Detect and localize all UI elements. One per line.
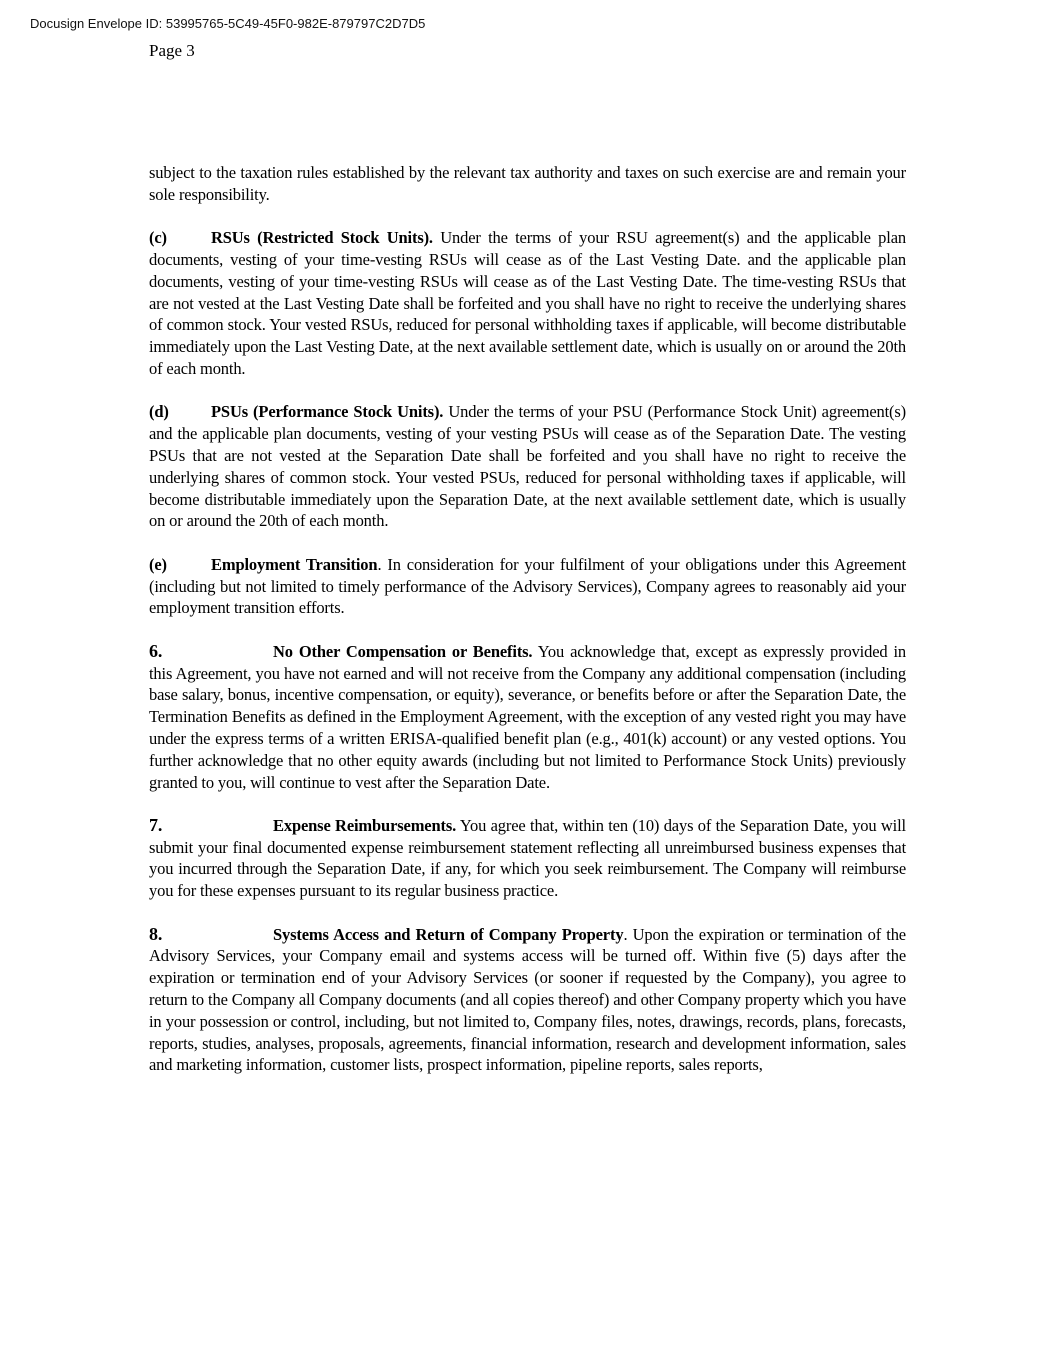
section-number: 8.: [149, 923, 163, 944]
section-6-no-other-compensation: [149, 641, 906, 794]
section-text: You acknowledge that, except as expressly provided in this Agreement, you have not earned and will not receive from the Company any additional compensation (including base salary, bonus, incentive compensation, or equity), severance, or benefits before or after the Separation Date, the Termination Benefits as defined in the Employment Agreement, with the exception of any vested right you may have under the express terms of a written ERISA-qualified benefit plan (e.g., 401(k) account) or any vested options. You further acknowledge that no other equity awards (including but not limited to Performance Stock Units) previously granted to you, will continue to vest after the Separation Date.: [149, 641, 906, 792]
section-text: You agree that, within ten (10) days of the Separation Date, you will submit your final documented expense reimbursement statement reflecting all unreimbursed business expenses that you incurred through the Separation Date, if any, for which you seek reimbursement. The Company will reimburse you for these expenses pursuant to its regular business practice.: [149, 815, 906, 901]
section-text: In consideration for your fulfilment of your obligations under this Agreement (including but not limited to timely performance of the Advisory Services), Company agrees to reasonably aid your employment transition efforts.: [149, 554, 907, 618]
section-text: Under the terms of your PSU (Performance Stock Unit) agreement(s) and the applicable plan documents, vesting of your vesting PSUs will cease as of the Separation Date. The vesting PSUs that are not vested at the Separation Date shall be forfeited and you shall have no right to receive the underlying shares of common stock. Your vested PSUs, reduced for personal withholding taxes if applicable, will become distributable immediately upon the Separation Date, at the next available settlement date, which is usually on or around the 20th of each month.: [149, 402, 906, 531]
paragraph-tax-continuation: [149, 162, 906, 206]
section-number: 6.: [149, 640, 163, 661]
section-e-employment-transition: [149, 554, 906, 619]
section-text: Under the terms of your RSU agreement(s) and the applicable plan documents, vesting of your time-vesting RSUs will cease as of the Last Vesting Date. and the applicable plan documents, vesting of your time-vesting RSUs will cease as of the Last Vesting Date. The time-vesting RSUs that are not vested at the Last Vesting Date shall be forfeited and you shall have no right to receive the underlying shares of common stock. Your vested RSUs, reduced for personal withholding taxes if applicable, will become distributable immediately upon the Last Vesting Date, at the next available settlement date, which is usually on or around the 20th of each month.: [149, 228, 906, 378]
section-8-systems-access: [149, 924, 906, 1077]
section-heading-suffix: .: [377, 554, 382, 574]
section-d-psus: [149, 401, 906, 532]
section-label: (c): [149, 228, 167, 248]
docusign-envelope-id: Docusign Envelope ID: 53995765-5C49-45F0-982E-879797C2D7D5: [30, 16, 426, 31]
section-7-expense-reimbursements: [149, 815, 906, 902]
section-heading: Systems Access and Return of Company Property: [273, 924, 624, 944]
section-heading: No Other Compensation or Benefits.: [273, 641, 533, 661]
section-heading: PSUs (Performance Stock Units).: [211, 402, 444, 422]
section-label: (d): [149, 402, 169, 422]
section-heading: Expense Reimbursements.: [273, 815, 457, 835]
section-heading: Employment Transition: [211, 554, 378, 574]
section-number: 7.: [149, 814, 163, 835]
section-c-rsus: [149, 227, 906, 380]
section-heading-suffix: .: [623, 924, 628, 944]
section-heading: RSUs (Restricted Stock Units).: [211, 228, 433, 248]
section-label: (e): [149, 554, 167, 574]
paragraph-text: subject to the taxation rules established by the relevant tax authority and taxes on such exercise are and remain your sole responsibility.: [149, 163, 906, 204]
section-text: Upon the expiration or termination of the Advisory Services, your Company email and systems access will be turned off. Within five (5) days after the expiration or termination end of your Advisory Services (or sooner if requested by the Company), you agree to return to the Company all Company documents (and all copies thereof) and other Company property which you have in your possession or control, including, but not limited to, Company files, notes, drawings, records, plans, forecasts, reports, studies, analyses, proposals, agreements, financial information, research and development information, sales and marketing information, customer lists, prospect information, pipeline reports, sales reports,: [149, 924, 906, 1075]
page-number: Page 3: [149, 41, 195, 60]
document-body: [149, 162, 906, 1076]
